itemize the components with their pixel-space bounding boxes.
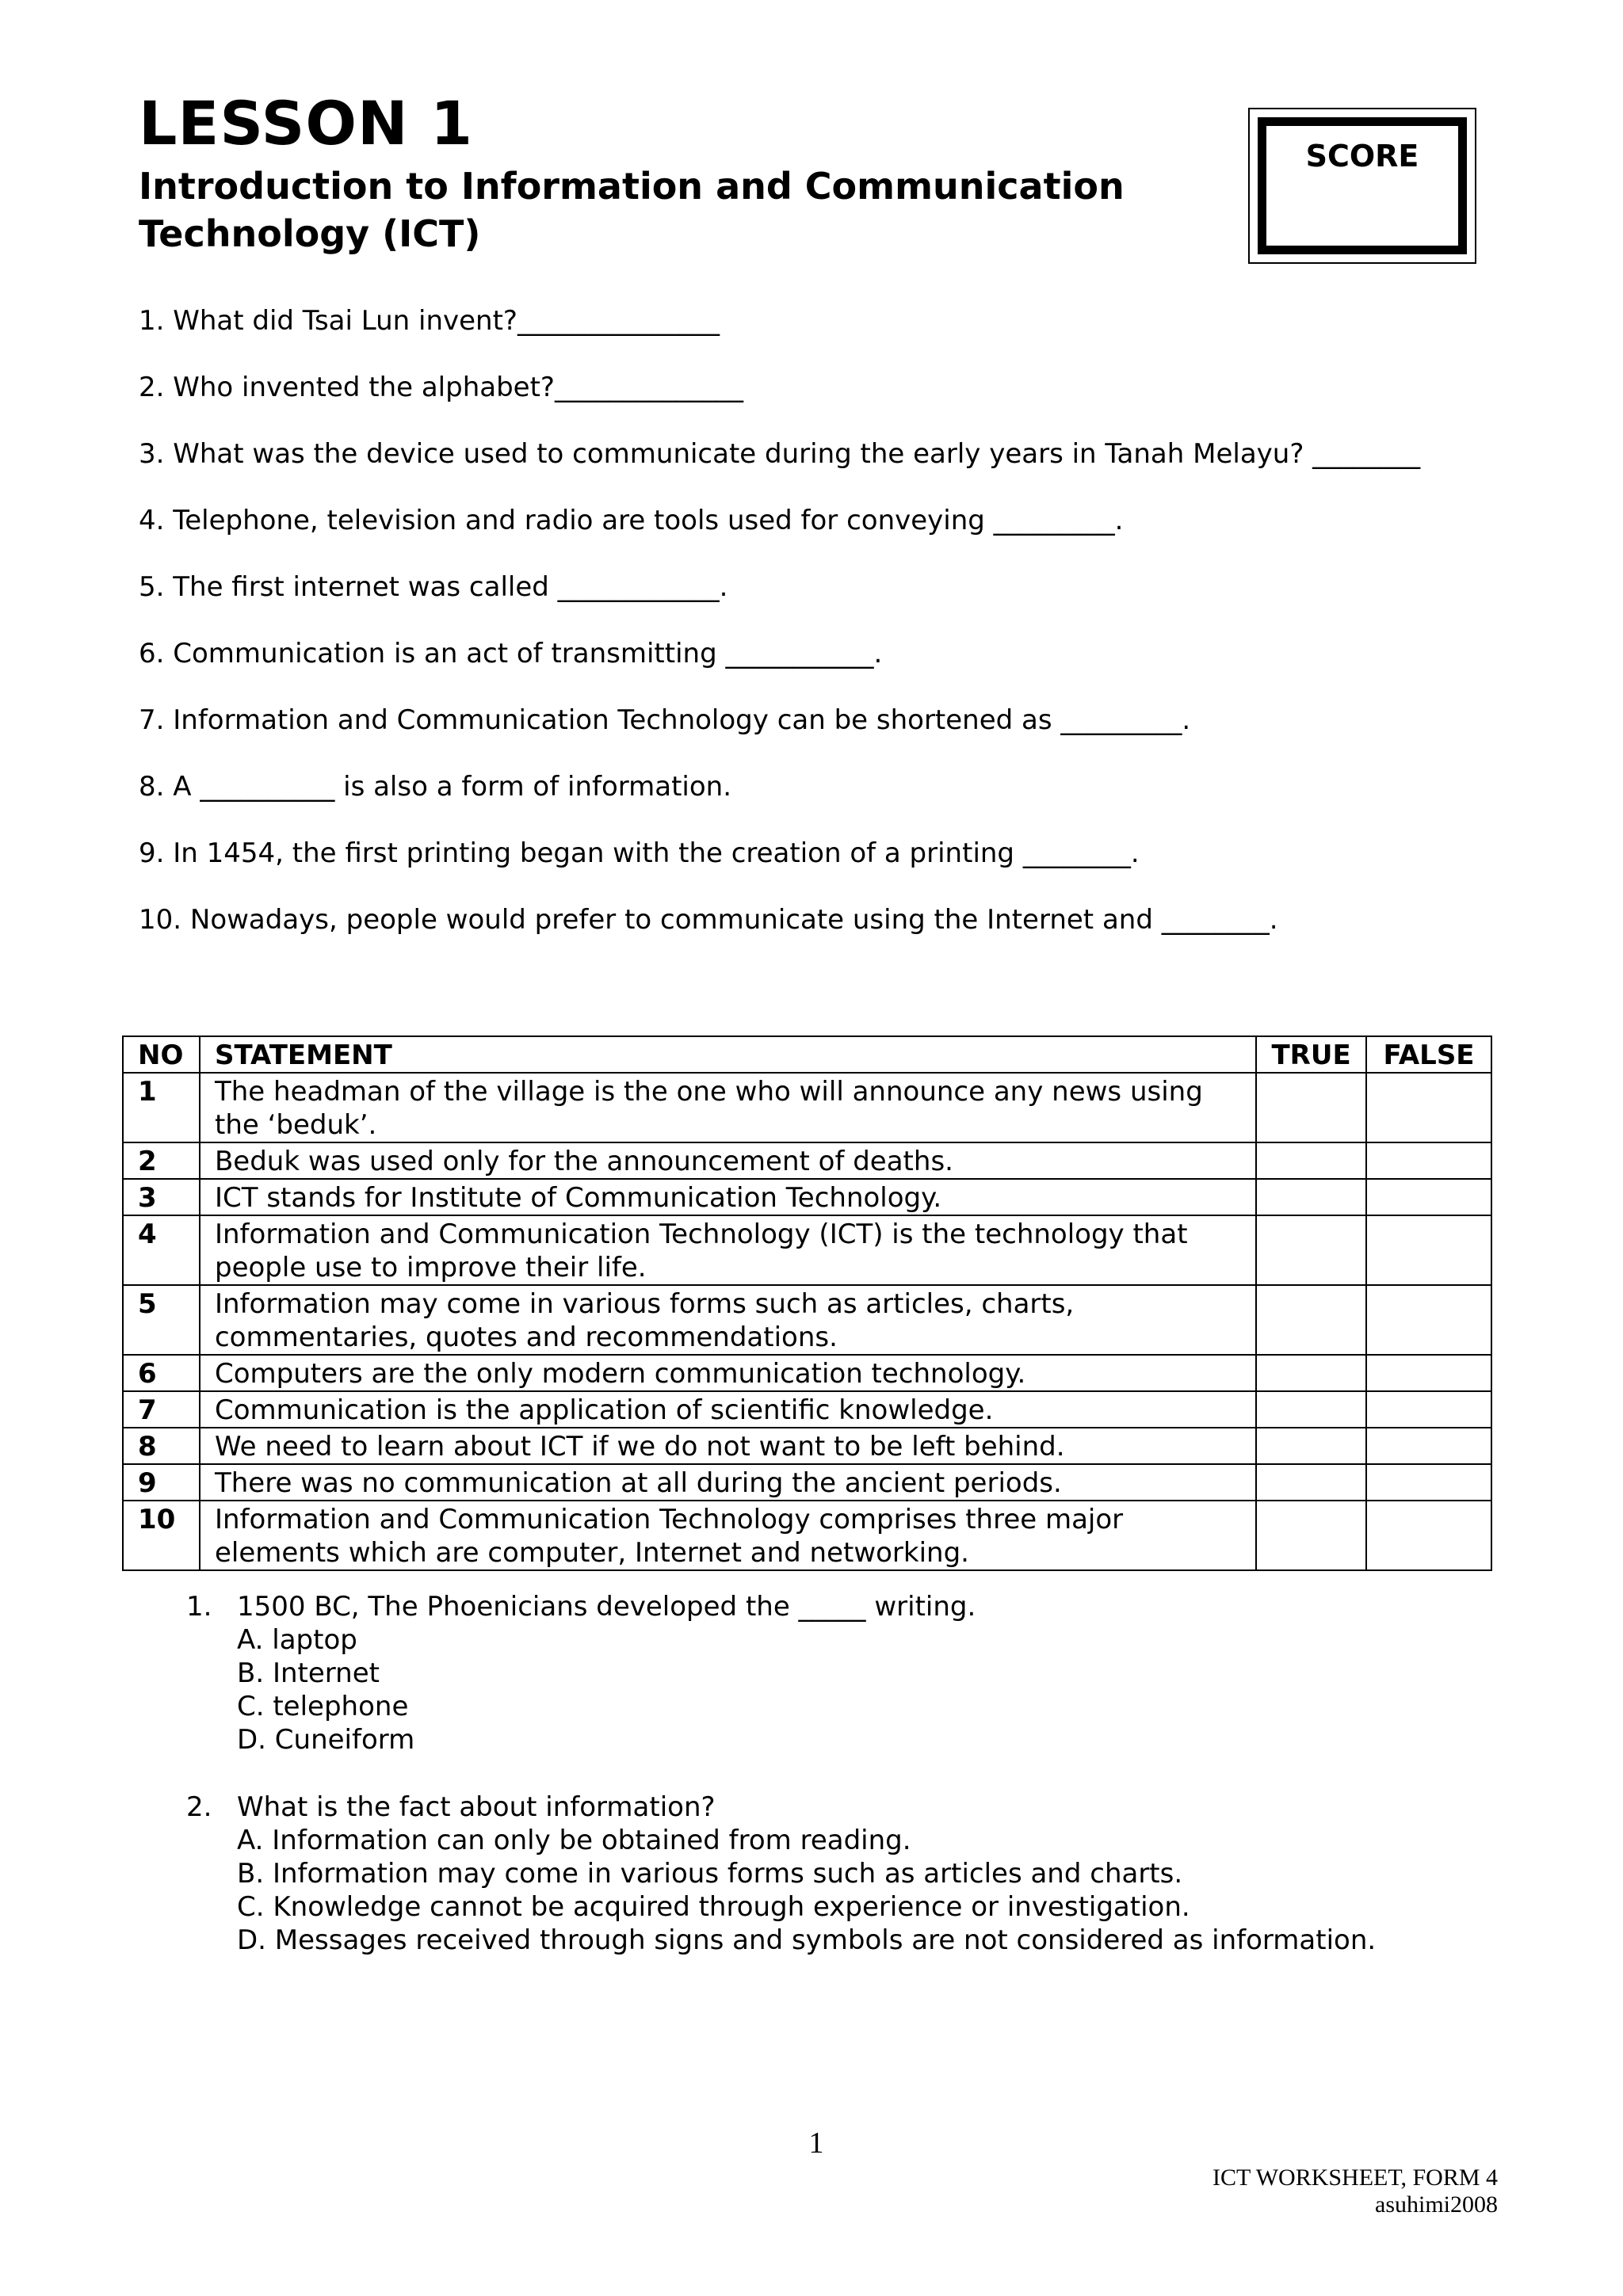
column-header-true: TRUE bbox=[1256, 1036, 1366, 1073]
question-stem: What is the fact about information? bbox=[237, 1791, 716, 1823]
true-answer-cell[interactable] bbox=[1256, 1073, 1366, 1142]
false-answer-cell[interactable] bbox=[1366, 1428, 1491, 1464]
table-row bbox=[123, 1073, 1491, 1142]
table-row bbox=[123, 1464, 1491, 1501]
footer-worksheet-title: ICT WORKSHEET, FORM 4 bbox=[1212, 2164, 1498, 2191]
answer-option[interactable]: B. Information may come in various forms such as articles and charts. bbox=[237, 1858, 1183, 1890]
fill-in-question: 7. Information and Communication Technology can be shortened as _________. bbox=[139, 704, 1191, 736]
answer-option[interactable]: D. Messages received through signs and symbols are not considered as information. bbox=[237, 1924, 1377, 1956]
false-answer-cell[interactable] bbox=[1366, 1073, 1491, 1142]
footer bbox=[1212, 2164, 1498, 2218]
fill-in-question: 2. Who invented the alphabet?______________ bbox=[139, 372, 743, 403]
true-answer-cell[interactable] bbox=[1256, 1428, 1366, 1464]
false-answer-cell[interactable] bbox=[1366, 1501, 1491, 1570]
lesson-title: LESSON 1 bbox=[139, 88, 473, 158]
row-number: 6 bbox=[123, 1355, 200, 1391]
true-answer-cell[interactable] bbox=[1256, 1179, 1366, 1215]
fill-in-question: 3. What was the device used to communicate during the early years in Tanah Melayu? ________ bbox=[139, 438, 1421, 470]
row-statement: Beduk was used only for the announcement of deaths. bbox=[200, 1142, 1256, 1179]
question-stem: 1500 BC, The Phoenicians developed the _____ writing. bbox=[237, 1591, 976, 1623]
row-number: 7 bbox=[123, 1391, 200, 1428]
row-statement: ICT stands for Institute of Communication Technology. bbox=[200, 1179, 1256, 1215]
row-number: 3 bbox=[123, 1179, 200, 1215]
page-number: 1 bbox=[808, 2126, 824, 2160]
row-number: 4 bbox=[123, 1215, 200, 1285]
table-row bbox=[123, 1428, 1491, 1464]
row-statement: Information and Communication Technology comprises three major elements which are computer, Internet and networking. bbox=[200, 1501, 1256, 1570]
row-number: 1 bbox=[123, 1073, 200, 1142]
table-row bbox=[123, 1391, 1491, 1428]
table-row bbox=[123, 1355, 1491, 1391]
row-number: 9 bbox=[123, 1464, 200, 1501]
row-statement: Information and Communication Technology (ICT) is the technology that people use to improve their life. bbox=[200, 1215, 1256, 1285]
answer-option[interactable]: C. Knowledge cannot be acquired through experience or investigation. bbox=[237, 1891, 1190, 1923]
footer-author: asuhimi2008 bbox=[1375, 2191, 1498, 2218]
column-header-no: NO bbox=[123, 1036, 200, 1073]
false-answer-cell[interactable] bbox=[1366, 1355, 1491, 1391]
fill-in-question: 4. Telephone, television and radio are tools used for conveying _________. bbox=[139, 505, 1124, 536]
row-statement: We need to learn about ICT if we do not want to be left behind. bbox=[200, 1428, 1256, 1464]
row-number: 2 bbox=[123, 1142, 200, 1179]
mcq-question-text bbox=[186, 1590, 976, 1623]
fill-in-question: 8. A __________ is also a form of information. bbox=[139, 771, 732, 803]
row-number: 10 bbox=[123, 1501, 200, 1570]
answer-option[interactable]: D. Cuneiform bbox=[237, 1724, 415, 1756]
row-number: 5 bbox=[123, 1285, 200, 1355]
false-answer-cell[interactable] bbox=[1366, 1179, 1491, 1215]
table-row bbox=[123, 1215, 1491, 1285]
fill-in-question: 10. Nowadays, people would prefer to communicate using the Internet and ________. bbox=[139, 904, 1278, 936]
true-false-table bbox=[122, 1035, 1492, 1571]
answer-option[interactable]: A. laptop bbox=[237, 1624, 357, 1656]
row-statement: Information may come in various forms such as articles, charts, commentaries, quotes and recommendations. bbox=[200, 1285, 1256, 1355]
row-statement: The headman of the village is the one who will announce any news using the ‘beduk’. bbox=[200, 1073, 1256, 1142]
row-number: 8 bbox=[123, 1428, 200, 1464]
score-box bbox=[1258, 117, 1467, 254]
fill-in-question: 6. Communication is an act of transmitting ___________. bbox=[139, 638, 883, 669]
false-answer-cell[interactable] bbox=[1366, 1285, 1491, 1355]
lesson-subtitle: Introduction to Information and Communication Technology (ICT) bbox=[139, 165, 1125, 255]
column-header-false: FALSE bbox=[1366, 1036, 1491, 1073]
false-answer-cell[interactable] bbox=[1366, 1464, 1491, 1501]
true-answer-cell[interactable] bbox=[1256, 1355, 1366, 1391]
table-row bbox=[123, 1179, 1491, 1215]
question-number: 1. bbox=[186, 1591, 212, 1623]
fill-in-question: 1. What did Tsai Lun invent?_______________ bbox=[139, 305, 720, 337]
table-row bbox=[123, 1285, 1491, 1355]
table-row bbox=[123, 1142, 1491, 1179]
row-statement: Computers are the only modern communication technology. bbox=[200, 1355, 1256, 1391]
mcq-question-text bbox=[186, 1791, 1376, 1824]
question-number: 2. bbox=[186, 1791, 212, 1823]
true-answer-cell[interactable] bbox=[1256, 1142, 1366, 1179]
answer-option[interactable]: A. Information can only be obtained from reading. bbox=[237, 1825, 911, 1856]
fill-in-question: 5. The first internet was called ____________. bbox=[139, 571, 728, 603]
true-answer-cell[interactable] bbox=[1256, 1464, 1366, 1501]
answer-option[interactable]: C. telephone bbox=[237, 1691, 409, 1722]
mcq-question-2 bbox=[186, 1791, 1376, 1957]
false-answer-cell[interactable] bbox=[1366, 1215, 1491, 1285]
row-statement: There was no communication at all during the ancient periods. bbox=[200, 1464, 1256, 1501]
true-answer-cell[interactable] bbox=[1256, 1391, 1366, 1428]
mcq-question-1 bbox=[186, 1590, 976, 1756]
true-answer-cell[interactable] bbox=[1256, 1501, 1366, 1570]
column-header-statement: STATEMENT bbox=[200, 1036, 1256, 1073]
true-answer-cell[interactable] bbox=[1256, 1215, 1366, 1285]
fill-in-question: 9. In 1454, the first printing began with the creation of a printing ________. bbox=[139, 837, 1140, 869]
true-answer-cell[interactable] bbox=[1256, 1285, 1366, 1355]
row-statement: Communication is the application of scientific knowledge. bbox=[200, 1391, 1256, 1428]
table-row bbox=[123, 1501, 1491, 1570]
false-answer-cell[interactable] bbox=[1366, 1142, 1491, 1179]
answer-option[interactable]: B. Internet bbox=[237, 1657, 380, 1689]
score-label: SCORE bbox=[1305, 139, 1419, 174]
table-header-row bbox=[123, 1036, 1491, 1073]
false-answer-cell[interactable] bbox=[1366, 1391, 1491, 1428]
